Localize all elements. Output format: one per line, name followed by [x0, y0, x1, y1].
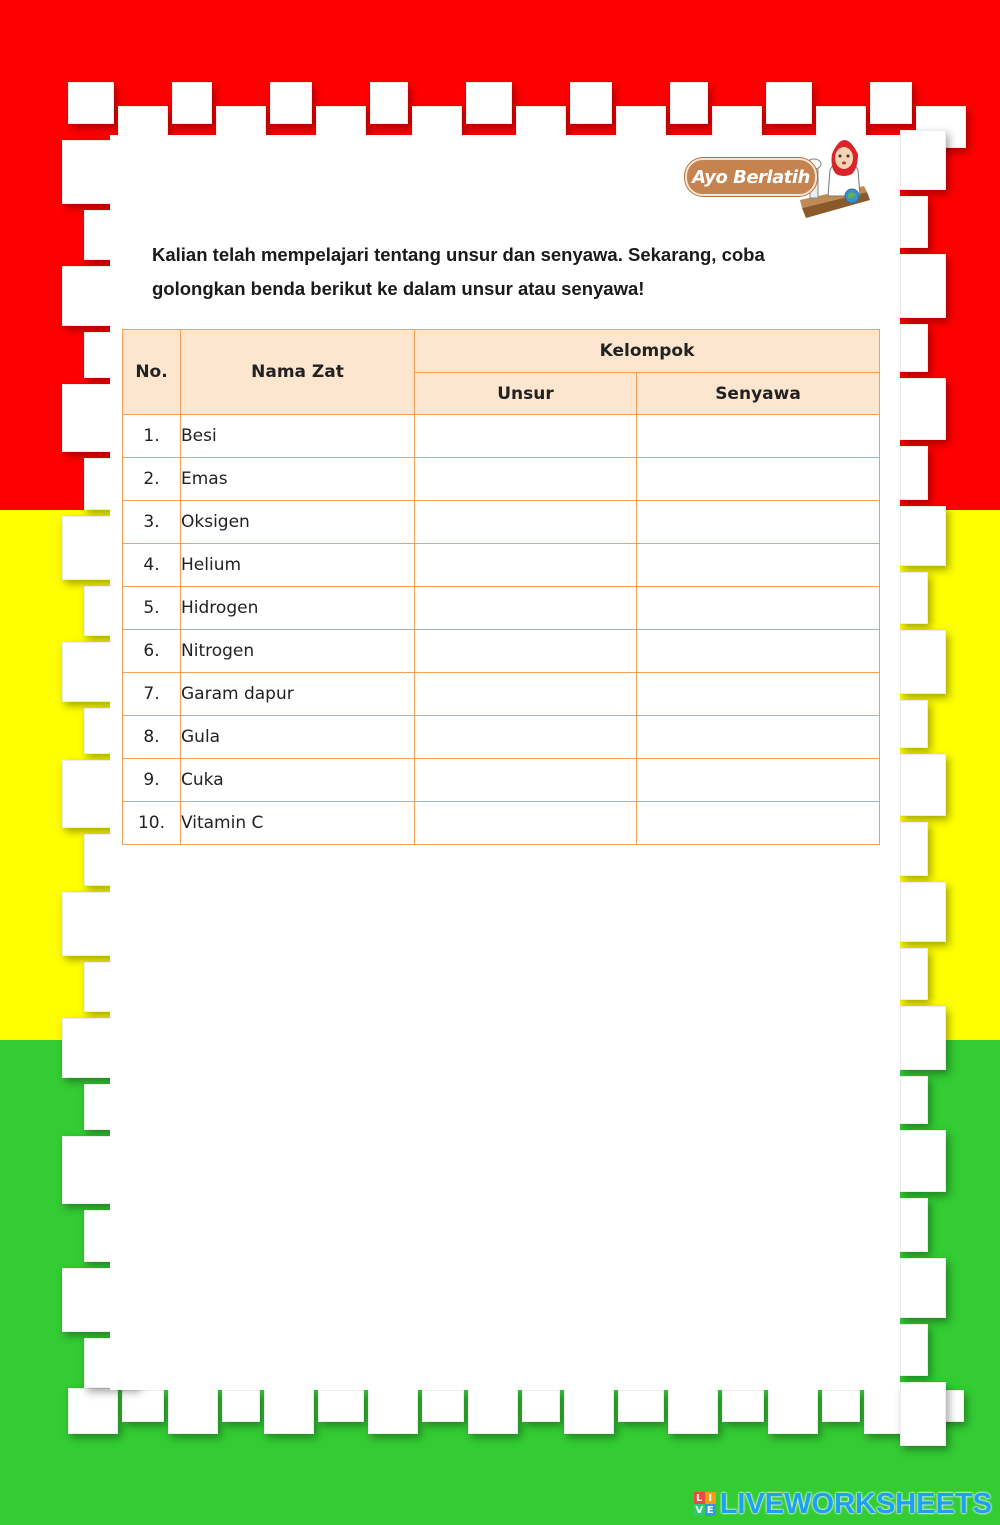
frame-block: [370, 82, 408, 124]
frame-block: [62, 516, 116, 580]
header-no: No.: [123, 330, 181, 415]
row-number: 4.: [123, 544, 181, 587]
frame-block: [564, 1388, 614, 1434]
senyawa-input[interactable]: [637, 630, 879, 672]
senyawa-input[interactable]: [637, 673, 879, 715]
table-body: [123, 415, 880, 845]
frame-block: [900, 1324, 928, 1376]
frame-block: [68, 1388, 118, 1434]
substance-name: Helium: [181, 544, 415, 587]
row-number: 8.: [123, 716, 181, 759]
table-row: [123, 544, 880, 587]
substance-name: Oksigen: [181, 501, 415, 544]
frame-block: [900, 754, 946, 816]
frame-block: [900, 630, 946, 694]
senyawa-cell: [637, 501, 880, 544]
row-number: 1.: [123, 415, 181, 458]
senyawa-cell: [637, 802, 880, 845]
frame-block: [900, 1198, 928, 1252]
table-row: [123, 415, 880, 458]
frame-block: [670, 82, 708, 124]
frame-block: [368, 1388, 418, 1434]
table-row: [123, 673, 880, 716]
frame-block: [900, 948, 928, 1000]
unsur-input[interactable]: [415, 630, 636, 672]
instruction-text: [152, 238, 852, 306]
frame-block: [768, 1388, 818, 1434]
frame-block: [722, 1390, 764, 1422]
frame-block: [422, 1390, 464, 1422]
header-senyawa: Senyawa: [637, 373, 880, 415]
frame-block: [900, 1382, 946, 1446]
frame-block: [62, 384, 116, 452]
table-row: [123, 759, 880, 802]
senyawa-cell: [637, 415, 880, 458]
table-row: [123, 802, 880, 845]
substance-name: Garam dapur: [181, 673, 415, 716]
frame-block: [900, 130, 946, 190]
substance-name: Cuka: [181, 759, 415, 802]
substance-name: Hidrogen: [181, 587, 415, 630]
senyawa-input[interactable]: [637, 587, 879, 629]
frame-block: [900, 1130, 946, 1192]
classification-table: [122, 329, 880, 845]
senyawa-cell: [637, 458, 880, 501]
frame-block: [900, 378, 946, 440]
unsur-cell: [415, 630, 637, 673]
frame-block: [62, 1268, 116, 1332]
unsur-cell: [415, 759, 637, 802]
substance-name: Nitrogen: [181, 630, 415, 673]
unsur-cell: [415, 716, 637, 759]
unsur-cell: [415, 802, 637, 845]
frame-block: [522, 1390, 560, 1422]
frame-block: [62, 1136, 116, 1204]
unsur-input[interactable]: [415, 673, 636, 715]
frame-block: [62, 760, 116, 828]
frame-block: [900, 324, 928, 372]
frame-block: [900, 196, 928, 248]
table-row: [123, 587, 880, 630]
frame-block: [68, 82, 114, 124]
substance-name: Emas: [181, 458, 415, 501]
frame-block: [900, 1006, 946, 1070]
senyawa-cell: [637, 759, 880, 802]
frame-block: [62, 266, 116, 326]
senyawa-input[interactable]: [637, 716, 879, 758]
ayo-berlatih-badge: [682, 130, 872, 225]
senyawa-cell: [637, 587, 880, 630]
unsur-cell: [415, 458, 637, 501]
senyawa-input[interactable]: [637, 759, 879, 801]
unsur-input[interactable]: [415, 759, 636, 801]
frame-block: [62, 642, 116, 702]
frame-block: [900, 700, 928, 748]
liveworksheets-logo-icon: L I V E: [694, 1492, 716, 1516]
header-group: Kelompok: [415, 330, 880, 373]
senyawa-cell: [637, 544, 880, 587]
row-number: 2.: [123, 458, 181, 501]
unsur-cell: [415, 587, 637, 630]
unsur-input[interactable]: [415, 415, 636, 457]
frame-block: [900, 1258, 946, 1318]
senyawa-cell: [637, 716, 880, 759]
unsur-input[interactable]: [415, 501, 636, 543]
instruction-line-1: Kalian telah mempelajari tentang unsur dan senyawa. Sekarang, coba: [152, 244, 765, 265]
frame-block: [468, 1388, 518, 1434]
instruction-line-2: golongkan benda berikut ke dalam unsur atau senyawa!: [152, 278, 645, 299]
frame-block: [900, 254, 946, 318]
senyawa-input[interactable]: [637, 802, 879, 844]
row-number: 7.: [123, 673, 181, 716]
unsur-cell: [415, 501, 637, 544]
frame-block: [62, 1018, 116, 1078]
row-number: 5.: [123, 587, 181, 630]
frame-block: [62, 140, 116, 204]
unsur-cell: [415, 544, 637, 587]
row-number: 6.: [123, 630, 181, 673]
frame-block: [168, 1388, 218, 1434]
row-number: 10.: [123, 802, 181, 845]
row-number: 3.: [123, 501, 181, 544]
table-row: [123, 716, 880, 759]
unsur-input[interactable]: [415, 716, 636, 758]
frame-block: [570, 82, 612, 124]
senyawa-cell: [637, 630, 880, 673]
frame-block: [900, 1076, 928, 1124]
unsur-input[interactable]: [415, 802, 636, 844]
frame-block: [62, 892, 116, 956]
frame-block: [900, 506, 946, 566]
senyawa-cell: [637, 673, 880, 716]
frame-block: [172, 82, 212, 124]
senyawa-input[interactable]: [637, 415, 879, 457]
frame-block: [122, 1390, 164, 1422]
unsur-input[interactable]: [415, 458, 636, 500]
frame-block: [270, 82, 312, 124]
table-row: [123, 458, 880, 501]
badge-label: Ayo Berlatih: [685, 158, 817, 196]
unsur-cell: [415, 673, 637, 716]
frame-block: [766, 82, 812, 124]
senyawa-input[interactable]: [637, 458, 879, 500]
liveworksheets-watermark: [694, 1487, 992, 1521]
unsur-input[interactable]: [415, 587, 636, 629]
substance-name: Vitamin C: [181, 802, 415, 845]
unsur-cell: [415, 415, 637, 458]
frame-block: [870, 82, 912, 124]
frame-block: [900, 572, 928, 624]
row-number: 9.: [123, 759, 181, 802]
table-row: [123, 501, 880, 544]
frame-block: [900, 822, 928, 876]
senyawa-input[interactable]: [637, 544, 879, 586]
substance-name: Gula: [181, 716, 415, 759]
frame-block: [822, 1390, 860, 1422]
header-unsur: Unsur: [415, 373, 637, 415]
frame-block: [668, 1388, 718, 1434]
frame-block: [318, 1390, 364, 1422]
frame-block: [900, 882, 946, 942]
senyawa-input[interactable]: [637, 501, 879, 543]
frame-block: [222, 1390, 260, 1422]
frame-block: [466, 82, 512, 124]
table-row: [123, 630, 880, 673]
substance-name: Besi: [181, 415, 415, 458]
watermark-text: LIVEWORKSHEETS: [719, 1487, 992, 1520]
frame-block: [264, 1388, 314, 1434]
header-name: Nama Zat: [181, 330, 415, 415]
unsur-input[interactable]: [415, 544, 636, 586]
frame-block: [900, 446, 928, 500]
frame-block: [618, 1390, 664, 1422]
